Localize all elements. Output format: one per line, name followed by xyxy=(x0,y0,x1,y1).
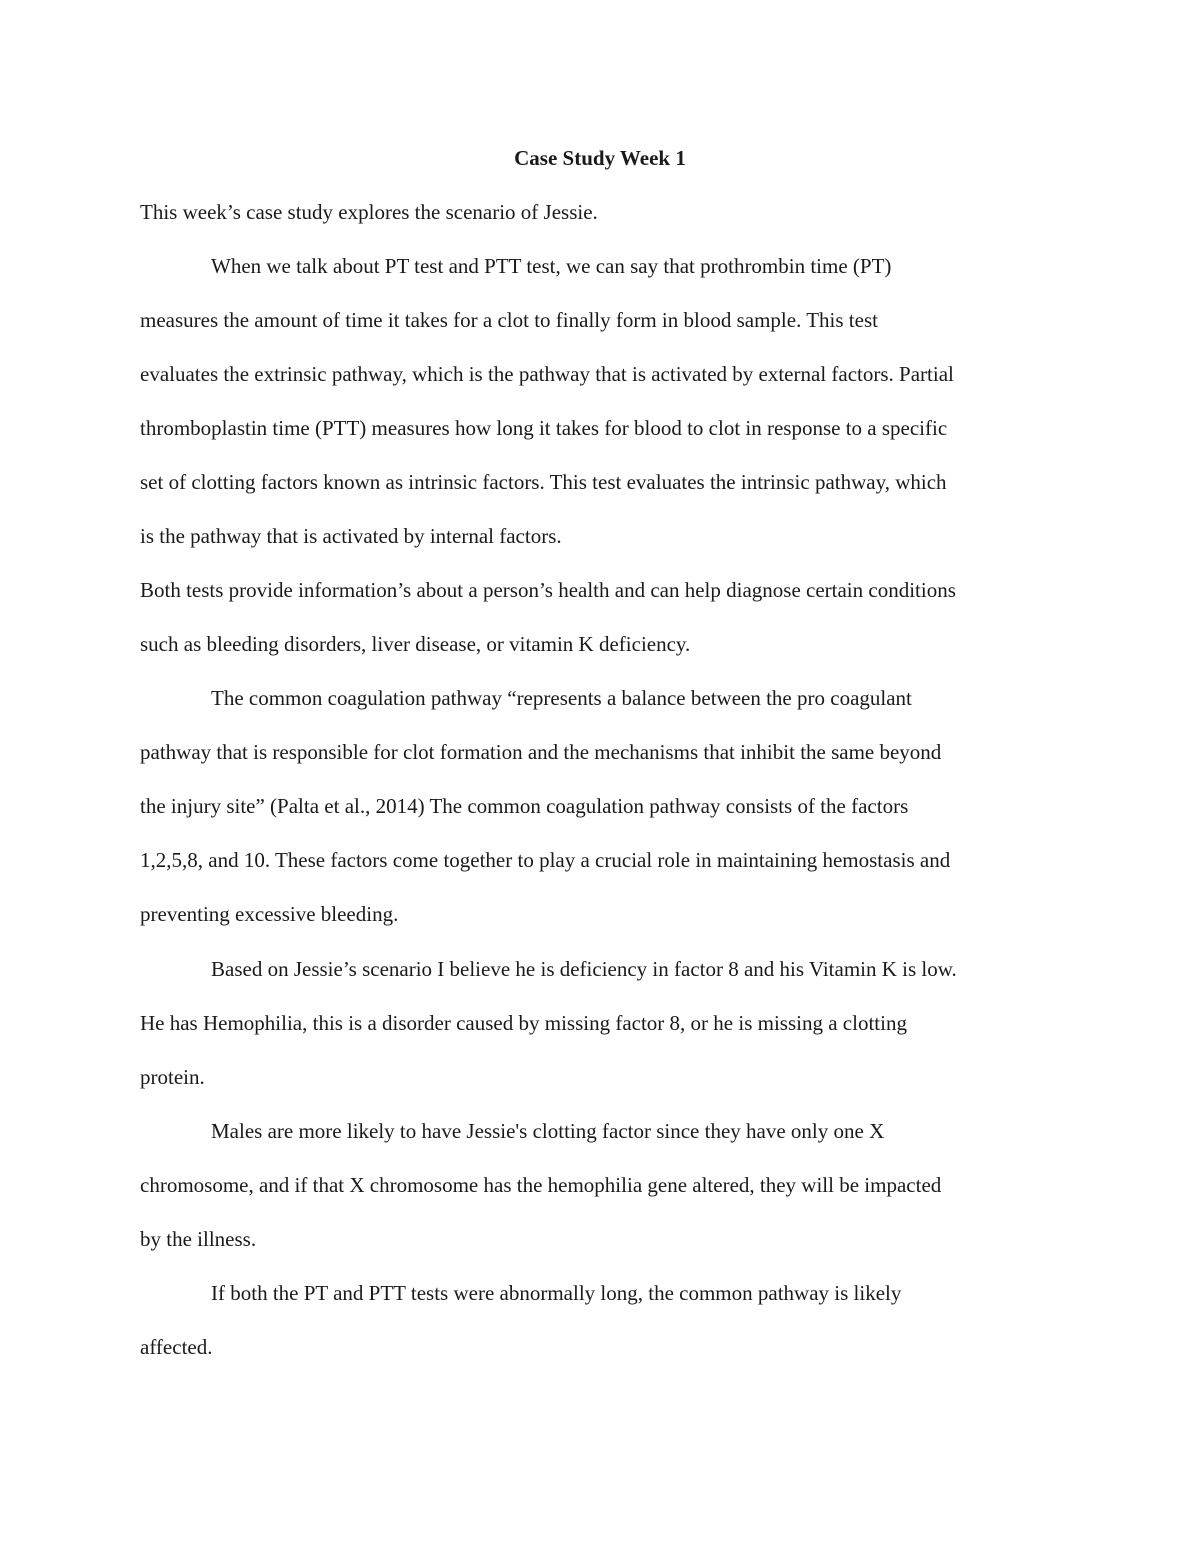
text-line: affected. xyxy=(140,1335,213,1359)
text-line: measures the amount of time it takes for a clot to finally form in blood sample. This test xyxy=(140,308,878,332)
text-line: the injury site” (Palta et al., 2014) The common coagulation pathway consists of the factors xyxy=(140,794,909,818)
document-title: Case Study Week 1 xyxy=(514,146,686,170)
text-line: 1,2,5,8, and 10. These factors come together to play a crucial role in maintaining hemostasis and xyxy=(140,848,951,872)
text-line: evaluates the extrinsic pathway, which is the pathway that is activated by external factors. Partial xyxy=(140,362,954,386)
text-line: chromosome, and if that X chromosome has the hemophilia gene altered, they will be impacted xyxy=(140,1173,942,1197)
text-line: The common coagulation pathway “represents a balance between the pro coagulant xyxy=(211,686,912,710)
text-line: set of clotting factors known as intrinsic factors. This test evaluates the intrinsic pathway, which xyxy=(140,470,947,494)
text-line: If both the PT and PTT tests were abnormally long, the common pathway is likely xyxy=(211,1281,902,1305)
text-line: This week’s case study explores the scenario of Jessie. xyxy=(140,200,598,224)
text-line: pathway that is responsible for clot formation and the mechanisms that inhibit the same beyond xyxy=(140,740,942,764)
text-line: preventing excessive bleeding. xyxy=(140,902,399,926)
text-line: thromboplastin time (PTT) measures how long it takes for blood to clot in response to a specific xyxy=(140,416,948,440)
text-line: Both tests provide information’s about a person’s health and can help diagnose certain conditions xyxy=(140,578,956,602)
text-line: Based on Jessie’s scenario I believe he is deficiency in factor 8 and his Vitamin K is low. xyxy=(211,957,957,981)
text-line: such as bleeding disorders, liver disease, or vitamin K deficiency. xyxy=(140,632,691,656)
text-line: is the pathway that is activated by internal factors. xyxy=(140,524,562,548)
text-line: When we talk about PT test and PTT test, we can say that prothrombin time (PT) xyxy=(211,254,892,278)
text-line: protein. xyxy=(140,1065,205,1089)
text-line: Males are more likely to have Jessie's clotting factor since they have only one X xyxy=(211,1119,885,1143)
text-line: He has Hemophilia, this is a disorder caused by missing factor 8, or he is missing a clotting xyxy=(140,1011,907,1035)
text-line: by the illness. xyxy=(140,1227,257,1251)
